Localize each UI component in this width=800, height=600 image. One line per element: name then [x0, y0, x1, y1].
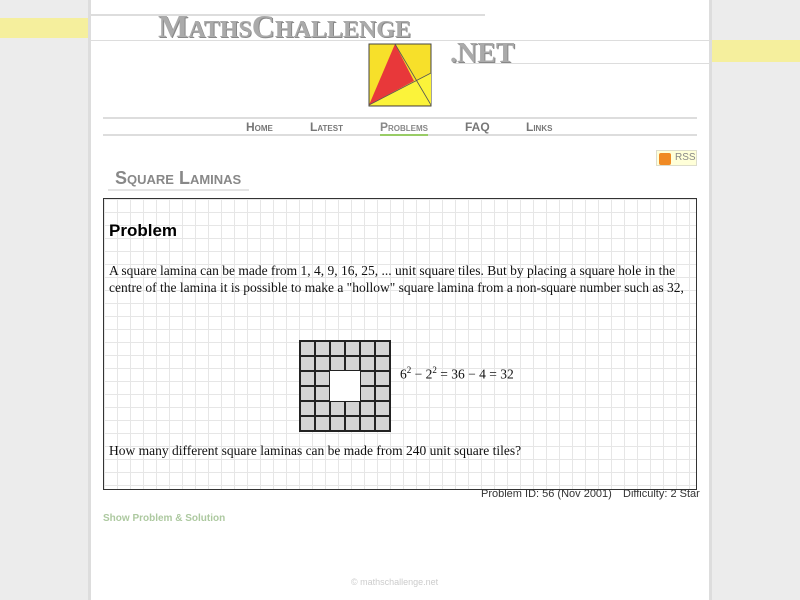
- lamina-tile: [315, 371, 330, 386]
- lamina-tile: [330, 401, 345, 416]
- rss-icon: [659, 153, 671, 165]
- lamina-tile: [345, 416, 360, 431]
- rss-button[interactable]: [656, 150, 697, 166]
- lamina-tile: [300, 356, 315, 371]
- problem-heading: Problem: [109, 221, 178, 240]
- lamina-tile: [315, 416, 330, 431]
- problem-question: How many different square laminas can be made from 240 unit square tiles?: [109, 443, 522, 458]
- lamina-tile: [360, 341, 375, 356]
- lamina-tile: [315, 356, 330, 371]
- lamina-tile: [300, 401, 315, 416]
- lamina-tile: [360, 401, 375, 416]
- lamina-diagram: [299, 340, 391, 432]
- decor-stripe-right: [712, 40, 800, 62]
- lamina-tile: [375, 356, 390, 371]
- rss-label: RSS: [675, 152, 696, 163]
- lamina-tile: [375, 341, 390, 356]
- lamina-tile: [360, 371, 375, 386]
- page-title: Square Laminas: [108, 168, 249, 191]
- site-logo-suffix: .NET: [450, 38, 515, 69]
- lamina-tile: [375, 401, 390, 416]
- lamina-tile: [300, 341, 315, 356]
- lamina-hole: [330, 371, 345, 386]
- difficulty: Difficulty: 2 Star: [623, 488, 700, 500]
- equation: $6^2 - 2^2 = 36 - 4 = 32$: [400, 365, 514, 382]
- lamina-tile: [330, 356, 345, 371]
- nav-latest[interactable]: Latest: [310, 120, 343, 134]
- lamina-tile: [360, 356, 375, 371]
- lamina-tile: [345, 341, 360, 356]
- lamina-hole: [330, 386, 345, 401]
- lamina-tile: [300, 416, 315, 431]
- lamina-tile: [300, 386, 315, 401]
- lamina-tile: [300, 371, 315, 386]
- lamina-tile: [330, 416, 345, 431]
- lamina-tile: [360, 416, 375, 431]
- lamina-tile: [315, 386, 330, 401]
- lamina-tile: [315, 341, 330, 356]
- nav-home[interactable]: Home: [246, 120, 273, 134]
- main-nav: [103, 117, 697, 136]
- footer-copyright: © mathschallenge.net: [351, 577, 439, 587]
- nav-faq[interactable]: FAQ: [465, 120, 490, 134]
- nav-links[interactable]: Links: [526, 120, 553, 134]
- lamina-hole: [345, 386, 360, 401]
- decor-stripe-left: [0, 18, 90, 38]
- lamina-tile: [375, 386, 390, 401]
- lamina-tile: [375, 371, 390, 386]
- nav-problems[interactable]: Problems: [380, 120, 429, 134]
- lamina-tile: [375, 416, 390, 431]
- lamina-hole: [345, 371, 360, 386]
- problem-box: [103, 198, 697, 490]
- problem-id: Problem ID: 56 (Nov 2001): [481, 488, 612, 500]
- lamina-tile: [330, 341, 345, 356]
- lamina-tile: [360, 386, 375, 401]
- lamina-tile: [315, 401, 330, 416]
- problem-text: A square lamina can be made from 1, 4, 9, 16, 25, ... unit square tiles. But by placing a square hole in the centre of the lamina it is possible to make a "hollow" square lamina from a non-square number such as 32,: [109, 263, 684, 295]
- site-logo-text[interactable]: MATHSCHALLENGE: [158, 8, 411, 44]
- show-solution-link[interactable]: Show Problem & Solution: [103, 513, 226, 524]
- logo-triangle-icon: [368, 43, 432, 107]
- lamina-tile: [345, 356, 360, 371]
- lamina-tile: [345, 401, 360, 416]
